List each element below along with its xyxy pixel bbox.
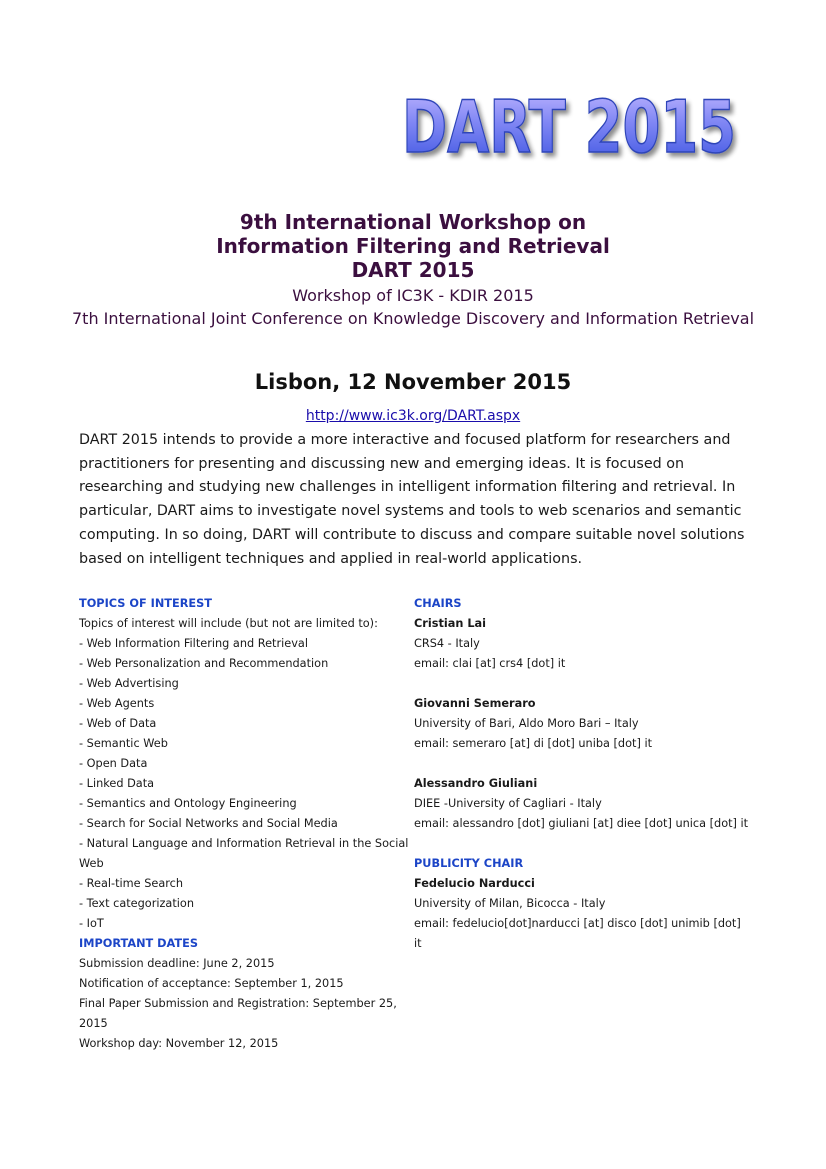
right-column [414,594,749,954]
topic-item: - Text categorization [79,897,194,910]
publicity-chair-name: Fedelucio Narducci [414,877,535,890]
topics-lead: Topics of interest will include (but not are limited to): [79,617,378,630]
chair-name: Alessandro Giuliani [414,777,538,790]
spacer [414,754,749,774]
workshop-title-line-1: 9th International Workshop on [239,210,587,234]
topic-item: - Natural Language and Information Retrieval in the Social Web [79,837,409,870]
workshop-link[interactable]: http://www.ic3k.org/DART.aspx [305,408,521,424]
topic-item: - Web of Data [79,717,157,730]
date-item: Submission deadline: June 2, 2015 [79,957,275,970]
topic-item: - Semantic Web [79,737,168,750]
topic-item: - Open Data [79,757,148,770]
date-item: Final Paper Submission and Registration: September 25, 2015 [79,997,397,1030]
topic-item: - Real-time Search [79,877,184,890]
spacer [414,834,749,854]
chairs-heading: CHAIRS [414,597,462,610]
chair-name: Giovanni Semeraro [414,697,536,710]
chair-email: email: semeraro [at] di [dot] uniba [dot] it [414,737,653,750]
publicity-affiliation: University of Milan, Bicocca - Italy [414,897,606,910]
chair-affiliation: University of Bari, Aldo Moro Bari – Italy [414,717,639,730]
topic-item: - Linked Data [79,777,155,790]
topic-item: - Web Personalization and Recommendation [79,657,329,670]
topic-item: - Web Information Filtering and Retrieval [79,637,308,650]
workshop-subtitle: Workshop of IC3K - KDIR 2015 [292,286,534,305]
topic-item: - Search for Social Networks and Social Media [79,817,338,830]
title-block [60,210,766,330]
topics-heading: TOPICS OF INTEREST [79,597,212,610]
chair-email: email: clai [at] crs4 [dot] it [414,657,566,670]
topic-item: - Semantics and Ontology Engineering [79,797,297,810]
topic-item: - Web Advertising [79,677,179,690]
left-column [79,594,409,1054]
date-item: Notification of acceptance: September 1, 2015 [79,977,344,990]
publicity-email: email: fedelucio[dot]narducci [at] disco [dot] unimib [dot] it [414,917,741,950]
topic-item: - Web Agents [79,697,155,710]
event-location-date: Lisbon, 12 November 2015 [254,370,572,394]
dart-logo-graphic [398,78,744,170]
workshop-title-line-2: Information Filtering and Retrieval [216,234,610,258]
conference-name: 7th International Joint Conference on Knowledge Discovery and Information Retrieval [71,309,755,328]
dates-heading: IMPORTANT DATES [79,937,198,950]
intro-paragraph [79,429,749,571]
chair-email: email: alessandro [dot] giuliani [at] diee [dot] unica [dot] it [414,817,749,830]
workshop-title-line-3: DART 2015 [351,258,475,282]
logo-text: DART 2015 [402,85,736,169]
intro-text: DART 2015 intends to provide a more interactive and focused platform for researchers and practitioners for presenting and discussing new and emerging ideas. It is focused on researching and studying new challenges in intelligent information filtering and retrieval. In particular, DART aims to investigate novel systems and tools to web scenarios and semantic computing. In so doing, DART will contribute to discuss and compare suitable novel solutions based on intelligent techniques and applied in real-world applications. [79,432,745,567]
publicity-heading: PUBLICITY CHAIR [414,857,524,870]
url-line [60,406,766,426]
chair-name: Cristian Lai [414,617,487,630]
dart-2015-logo [398,78,744,170]
date-item: Workshop day: November 12, 2015 [79,1037,279,1050]
spacer [414,674,749,694]
topic-item: - IoT [79,917,104,930]
chair-affiliation: DIEE -University of Cagliari - Italy [414,797,602,810]
chair-affiliation: CRS4 - Italy [414,637,480,650]
